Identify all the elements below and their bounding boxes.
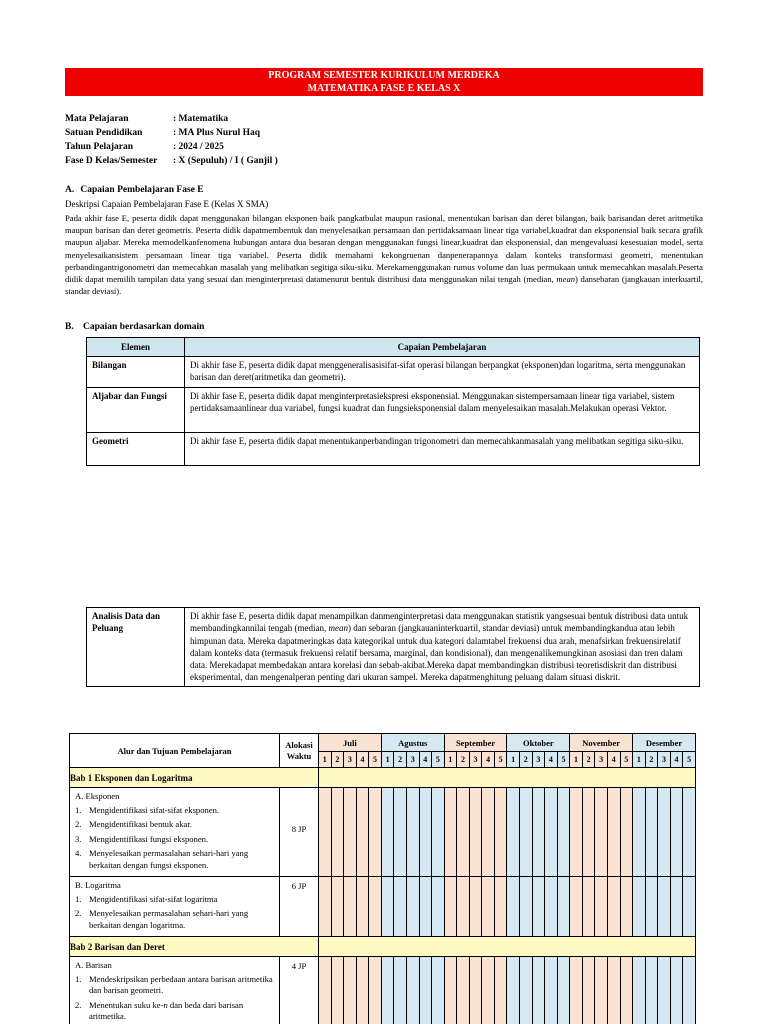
header-elemen: Elemen <box>87 338 185 357</box>
schedule-cell <box>582 957 595 1024</box>
schedule-cell <box>494 877 507 937</box>
schedule-cell <box>595 957 608 1024</box>
info-key: Tahun Pelajaran <box>65 142 134 152</box>
alokasi-waktu: 4 JP <box>280 957 319 1024</box>
schedule-cell <box>683 788 696 877</box>
week-number: 2 <box>520 752 533 768</box>
schedule-cell <box>394 788 407 877</box>
month-september: September <box>444 734 507 752</box>
document-banner <box>65 68 703 96</box>
schedule-cell <box>507 877 520 937</box>
schedule-cell <box>670 788 683 877</box>
bab-row <box>70 937 696 957</box>
week-number: 1 <box>444 752 457 768</box>
identity-block <box>65 112 278 168</box>
item-text: Menyelesaikan permasalahan sehari-hari yang berkaitan dengan fungsi eksponen. <box>89 848 249 870</box>
schedule-cell <box>381 877 394 937</box>
schedule-cell <box>469 877 482 937</box>
domain-table <box>86 337 700 466</box>
atp-subsection-title: A. Barisan <box>75 960 112 970</box>
capaian-emphasis: mean <box>328 623 348 634</box>
schedule-cell <box>595 788 608 877</box>
info-value: : Matematika <box>173 114 229 124</box>
week-number: 3 <box>532 752 545 768</box>
schedule-cell <box>419 788 432 877</box>
schedule-cell <box>419 957 432 1024</box>
capaian-text: Di akhir fase E, peserta didik dapat menampilkan danmenginterpretasi data menggunakan statistik yangsesuai bentuk distribusi data untuk membandingkannilai tengah (median, <box>190 611 689 634</box>
domain-elemen: Aljabar dan Fungsi <box>87 388 185 433</box>
schedule-cell <box>344 957 357 1024</box>
info-row <box>65 126 278 140</box>
week-number: 1 <box>633 752 646 768</box>
item-number: 1. <box>75 973 82 984</box>
domain-header-row <box>87 338 700 357</box>
schedule-cell <box>482 957 495 1024</box>
schedule-cell <box>319 957 332 1024</box>
schedule-cell <box>381 788 394 877</box>
section-a-number: A. <box>65 185 75 195</box>
schedule-cell <box>520 877 533 937</box>
atp-subsection <box>70 788 280 877</box>
domain-capaian: Di akhir fase E, peserta didik dapat menginterpretasiekspresi eksponensial. Menggunakan sistempersamaan linear tiga variabel, sistem pertidaksamaanlinear dua variabel, fungsi kuadrat dan fungsieksponensial dalam menyelesaikan masalah.Melakukan operasi Vektor. <box>185 388 700 433</box>
schedule-cell <box>683 957 696 1024</box>
info-value: : 2024 / 2025 <box>173 142 224 152</box>
atp-content-row <box>70 788 696 877</box>
atp-list-item <box>75 1000 274 1023</box>
bab-title: Bab 1 Eksponen dan Logaritma <box>70 768 319 788</box>
schedule-cell <box>432 788 445 877</box>
schedule-cell <box>444 788 457 877</box>
section-a-heading <box>65 184 703 197</box>
atp-list-item <box>75 908 274 931</box>
schedule-cell <box>457 877 470 937</box>
week-number: 2 <box>457 752 470 768</box>
month-oktober: Oktober <box>507 734 570 752</box>
week-number: 5 <box>557 752 570 768</box>
bab-fill <box>319 768 696 788</box>
atp-subsection-title: B. Logaritma <box>75 880 121 890</box>
month-agustus: Agustus <box>381 734 444 752</box>
schedule-cell <box>457 957 470 1024</box>
week-number: 3 <box>658 752 671 768</box>
schedule-cell <box>356 957 369 1024</box>
schedule-cell <box>369 877 382 937</box>
week-number: 1 <box>570 752 583 768</box>
schedule-cell <box>683 877 696 937</box>
schedule-cell <box>432 957 445 1024</box>
week-number: 5 <box>432 752 445 768</box>
alokasi-waktu: 8 JP <box>280 788 319 877</box>
domain-row <box>87 357 700 388</box>
schedule-cell <box>570 957 583 1024</box>
banner-title-line2: MATEMATIKA FASE E KELAS X <box>307 83 461 94</box>
banner-title-line1: PROGRAM SEMESTER KURIKULUM MERDEKA <box>268 70 500 81</box>
item-text: Menyelesaikan permasalahan sehari-hari yang berkaitan dengan logaritma. <box>89 908 249 930</box>
week-number: 3 <box>469 752 482 768</box>
schedule-cell <box>469 788 482 877</box>
atp-header-alokasi: Alokasi Waktu <box>280 734 319 768</box>
item-number: 2. <box>75 999 82 1010</box>
domain-capaian <box>185 608 700 687</box>
schedule-cell <box>620 877 633 937</box>
schedule-cell <box>419 877 432 937</box>
bab-fill <box>319 937 696 957</box>
schedule-cell <box>520 957 533 1024</box>
schedule-cell <box>595 877 608 937</box>
item-number: 1. <box>75 893 82 904</box>
atp-subsection <box>70 957 280 1024</box>
domain-elemen: Bilangan <box>87 357 185 388</box>
info-value: : X (Sepuluh) / I ( Ganjil ) <box>173 156 278 166</box>
week-number: 2 <box>394 752 407 768</box>
schedule-cell <box>670 957 683 1024</box>
schedule-cell <box>319 877 332 937</box>
week-number: 1 <box>319 752 332 768</box>
schedule-cell <box>494 957 507 1024</box>
schedule-cell <box>331 877 344 937</box>
schedule-cell <box>482 877 495 937</box>
atp-list-item <box>75 834 274 846</box>
schedule-cell <box>545 788 558 877</box>
domain-elemen: Geometri <box>87 433 185 466</box>
item-text: Mengidentifikasi bentuk akar. <box>89 819 192 829</box>
week-number: 4 <box>545 752 558 768</box>
domain-row <box>87 608 700 687</box>
schedule-cell <box>607 877 620 937</box>
atp-list-item <box>75 894 274 906</box>
schedule-cell <box>457 788 470 877</box>
schedule-cell <box>532 957 545 1024</box>
capaian-text-tail: ) dan sebaran (jangkauaninterkuartil, standar deviasi) untuk membandingkandua atau lebih himpunan data. Mereka dapatmeringkas data kategorikal untuk dua kategori dalamtabel frekuensi dua arah, menafsirkan frekuensirelatif dalam konteks data (termasuk frekuensi relatif bersama, marginal, dan kondisional), dan mengenalikemungkinan asosiasi dan tren dalam data. Merekadapat membedakan antara korelasi dan sebab-akibat.Mereka dapat membandingkan distribusi teoretisdiskrit dan distribusi eksperimental, dan mengenalperan penting dari ukuran sampel. Mereka dapatmenghitung peluang dalam situasi diskrit. <box>190 623 683 683</box>
week-number: 4 <box>356 752 369 768</box>
info-key: Satuan Pendidikan <box>65 128 143 138</box>
item-number: 1. <box>75 804 82 815</box>
item-number: 2. <box>75 908 82 918</box>
atp-list-item <box>75 819 274 831</box>
week-number: 2 <box>645 752 658 768</box>
item-number: 4. <box>75 848 82 858</box>
atp-list-item <box>75 974 274 997</box>
schedule-cell <box>331 957 344 1024</box>
schedule-cell <box>557 957 570 1024</box>
schedule-cell <box>494 788 507 877</box>
week-number: 3 <box>344 752 357 768</box>
schedule-cell <box>444 957 457 1024</box>
paragraph-tail: ) dansebaran (jangkauan interkuartil, standar deviasi). <box>65 274 703 297</box>
item-number: 3. <box>75 833 82 844</box>
schedule-cell <box>532 877 545 937</box>
item-text-part: Menentukan suku ke- <box>89 999 164 1010</box>
schedule-cell <box>607 788 620 877</box>
schedule-cell <box>582 877 595 937</box>
atp-schedule-table <box>69 733 696 1024</box>
schedule-cell <box>406 788 419 877</box>
schedule-cell <box>344 877 357 937</box>
schedule-cell <box>532 788 545 877</box>
section-b-number: B. <box>65 322 74 332</box>
atp-content-row <box>70 877 696 937</box>
schedule-cell <box>406 877 419 937</box>
info-row <box>65 154 278 168</box>
schedule-cell <box>545 877 558 937</box>
section-b-title: Capaian berdasarkan domain <box>83 322 205 332</box>
month-desember: Desember <box>633 734 696 752</box>
week-number: 4 <box>670 752 683 768</box>
schedule-cell <box>444 877 457 937</box>
schedule-cell <box>507 788 520 877</box>
schedule-cell <box>520 788 533 877</box>
schedule-cell <box>582 788 595 877</box>
info-key: Fase D Kelas/Semester <box>65 156 158 166</box>
week-number: 5 <box>683 752 696 768</box>
info-key: Mata Pelajaran <box>65 114 129 124</box>
week-number: 2 <box>331 752 344 768</box>
domain-table-continued <box>86 607 700 687</box>
domain-elemen: Analisis Data dan Peluang <box>87 608 185 687</box>
schedule-cell <box>607 957 620 1024</box>
schedule-cell <box>570 877 583 937</box>
alokasi-waktu: 6 JP <box>280 877 319 937</box>
section-a-title: Capaian Pembelajaran Fase E <box>80 185 204 195</box>
atp-list <box>75 805 274 872</box>
schedule-cell <box>670 877 683 937</box>
schedule-cell <box>645 877 658 937</box>
schedule-cell <box>620 788 633 877</box>
section-a <box>65 184 703 297</box>
schedule-cell <box>645 788 658 877</box>
week-number: 4 <box>482 752 495 768</box>
week-number: 1 <box>381 752 394 768</box>
paragraph-text: Pada akhir fase E, peserta didik dapat menggunakan bilangan eksponen baik pangkatbulat maupun rasional, menentukan barisan dan deret bilangan, baik barisandan deret aritmetika maupun barisan dan deret geometris. Peserta didik dapatmembentuk dan menyelesaikan persamaan dan pertidaksamaan linear tiga variabel,kuadrat dan eksponensial baik secara grafik maupun aljabar. Mereka memodelkanfenomena hubungan antara dua besaran dengan menggunakan fungsi linear,kuadrat dan eksponensial, dan mengevaluasi kesesuaian model, serta menyelesaikansistem persamaan linear tiga variabel. Peserta didik memahami kekongruenan danpenerapannya dalam konteks transformasi geometri, menentukan perbandingantrigonometri dan memecahkan masalah yang melibatkan segitiga siku-siku. Merekamenggunakan rumus volume dan luas permukaan untuk memecahkan masalah.Peserta didik dapat memilih tampilan data yang sesuai dan menginterpretasi datamenurut bentuk distribusi data menggunakan nilai tengah (median, <box>65 213 703 285</box>
atp-list <box>75 974 274 1023</box>
domain-row <box>87 433 700 466</box>
info-value: : MA Plus Nurul Haq <box>173 128 261 138</box>
schedule-cell <box>469 957 482 1024</box>
month-juli: Juli <box>319 734 382 752</box>
domain-row <box>87 388 700 433</box>
atp-content-row <box>70 957 696 1024</box>
section-a-paragraph <box>65 212 703 297</box>
schedule-cell <box>381 957 394 1024</box>
atp-list-item <box>75 805 274 817</box>
schedule-cell <box>545 957 558 1024</box>
schedule-cell <box>356 788 369 877</box>
schedule-cell <box>344 788 357 877</box>
atp-subsection-title: A. Eksponen <box>75 791 120 801</box>
atp-list <box>75 894 274 932</box>
atp-header-row <box>70 734 696 752</box>
schedule-cell <box>507 957 520 1024</box>
schedule-cell <box>658 957 671 1024</box>
domain-capaian: Di akhir fase E, peserta didik dapat menentukanperbandingan trigonometri dan memecahkanmasalah yang melibatkan segitiga siku-siku. <box>185 433 700 466</box>
item-text: Mengidentifikasi sifat-sifat logaritma <box>89 893 218 904</box>
schedule-cell <box>394 957 407 1024</box>
week-number: 5 <box>494 752 507 768</box>
bab-row <box>70 768 696 788</box>
schedule-cell <box>331 788 344 877</box>
section-b-heading <box>65 321 204 334</box>
schedule-cell <box>633 877 646 937</box>
schedule-cell <box>645 957 658 1024</box>
section-a-subtitle: Deskripsi Capaian Pembelajaran Fase E (Kelas X SMA) <box>65 199 269 209</box>
schedule-cell <box>633 788 646 877</box>
schedule-cell <box>482 788 495 877</box>
schedule-cell <box>356 877 369 937</box>
schedule-cell <box>319 788 332 877</box>
item-number: 2. <box>75 819 82 829</box>
schedule-cell <box>633 957 646 1024</box>
item-text: Mengidentifikasi fungsi eksponen. <box>89 833 209 844</box>
paragraph-emphasis: mean <box>556 274 576 285</box>
schedule-cell <box>432 877 445 937</box>
atp-subsection <box>70 877 280 937</box>
week-number: 5 <box>369 752 382 768</box>
schedule-cell <box>658 877 671 937</box>
schedule-cell <box>406 957 419 1024</box>
schedule-cell <box>570 788 583 877</box>
week-number: 1 <box>507 752 520 768</box>
schedule-cell <box>394 877 407 937</box>
schedule-cell <box>658 788 671 877</box>
header-capaian: Capaian Pembelajaran <box>185 338 700 357</box>
item-text-part: dan beda dari barisan aritmetika. <box>89 999 244 1021</box>
item-text: Mendeskripsikan perbedaan antara barisan aritmetika dan barisan geometri. <box>89 973 273 995</box>
month-november: November <box>570 734 633 752</box>
info-row <box>65 140 278 154</box>
week-number: 3 <box>406 752 419 768</box>
week-number: 4 <box>419 752 432 768</box>
schedule-cell <box>557 788 570 877</box>
schedule-cell <box>369 788 382 877</box>
atp-header-title: Alur dan Tujuan Pembelajaran <box>70 734 280 768</box>
schedule-cell <box>369 957 382 1024</box>
bab-title: Bab 2 Barisan dan Deret <box>70 937 319 957</box>
domain-capaian: Di akhir fase E, peserta didik dapat menggeneralisasisifat-sifat operasi bilangan berpangkat (eksponen)dan logaritma, serta menggunakan barisan dan deret(aritmetika dan geometri). <box>185 357 700 388</box>
item-text <box>89 1000 243 1022</box>
week-number: 3 <box>595 752 608 768</box>
week-number: 5 <box>620 752 633 768</box>
atp-list-item <box>75 848 274 871</box>
item-text: Mengidentifikasi sifat-sifat eksponen. <box>89 804 220 815</box>
info-row <box>65 112 278 126</box>
item-text-emphasis: n <box>163 999 168 1010</box>
week-number: 2 <box>582 752 595 768</box>
schedule-cell <box>620 957 633 1024</box>
week-number: 4 <box>607 752 620 768</box>
schedule-cell <box>557 877 570 937</box>
